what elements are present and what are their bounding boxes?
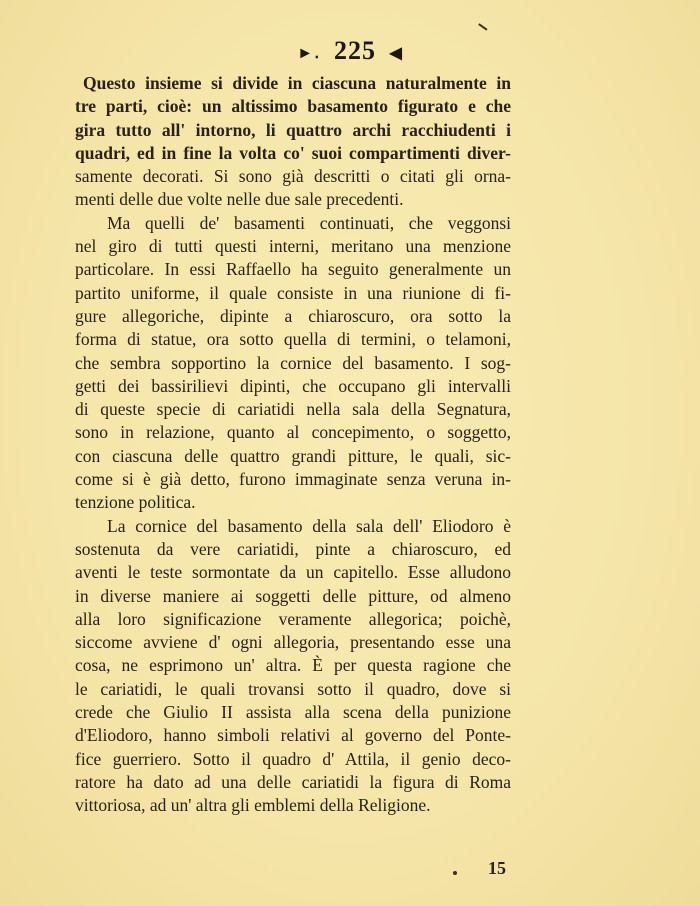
text-line: gure allegoriche, dipinte a chiaroscuro, ora sotto la [75,305,511,326]
text-line: come si è già detto, furono immaginate senza veruna in- [75,469,511,490]
text-line: Questo insieme si divide in ciascuna naturalmente in [83,73,511,93]
right-ornament-icon: ◀ [389,45,403,63]
text-line: cosa, ne esprimono un' altra. È per questa ragione che [75,655,511,676]
text-line: tre parti, cioè: un altissimo basamento figurato e che [75,96,511,117]
text-line: di queste specie di cariatidi nella sala della Segnatura, [75,399,511,420]
text-line: menti delle due volte nelle due sale precedenti. [75,189,404,210]
signature-mark: 15 [488,858,506,878]
text-line: aventi le teste sormontate da un capitello. Esse alludono [75,562,511,583]
paragraph [75,515,511,818]
paragraph [75,165,511,212]
text-line: Ma quelli de' basamenti continuati, che veggonsi [107,212,511,233]
text-line: siccome avviene d' ogni allegoria, presentando esse una [75,632,511,653]
paragraph [75,212,511,515]
text-line: vittoriosa, ad un' altra gli emblemi della Religione. [75,795,431,816]
text-line: sono in relazione, quanto al concepimento, o soggetto, [75,422,511,443]
text-line: nel giro di tutti questi interni, meritano una menzione [75,236,511,257]
text-line: che sembra sopportino la cornice del basamento. I sog- [75,352,511,373]
paragraph [75,72,511,165]
text-line: sostenuta da vere cariatidi, pinte a chiaroscuro, ed [75,538,511,559]
text-line: le cariatidi, le quali trovansi sotto il quadro, dove si [75,678,511,699]
text-line: tenzione politica. [75,492,196,513]
text-line: partito uniforme, il quale consiste in una riunione di fi- [75,282,511,303]
text-line: alla loro significazione veramente allegorica; poichè, [75,608,511,629]
body-text [75,72,511,818]
dot-mark [453,871,457,875]
text-line: in diverse maniere ai soggetti delle pitture, od almeno [75,585,511,606]
text-line: samente decorati. Si sono già descritti o citati gli orna- [75,166,511,187]
text-line: con ciascuna delle quattro grandi pitture, le quali, sic- [75,445,511,466]
text-line: quadri, ed in fine la volta co' suoi compartimenti diver- [75,142,511,163]
text-line: gira tutto all' intorno, li quattro archi racchiudenti i [75,119,511,140]
page-number: 225 [333,36,376,65]
text-line: forma di statue, ora sotto quella di termini, o telamoni, [75,329,511,350]
ink-mark [478,23,487,30]
text-line: ratore ha dato ad una delle cariatidi la figura di Roma [75,771,511,792]
left-ornament-icon: ►․ [297,45,321,63]
text-line: fice guerriero. Sotto il quadro d' Attila, il genio deco- [75,748,511,769]
text-line: d'Eliodoro, hanno simboli relativi al governo del Ponte- [75,725,511,746]
text-line: particolare. In essi Raffaello ha seguito generalmente un [75,259,511,280]
text-line: getti dei bassirilievi dipinti, che occupano gli intervalli [75,375,511,396]
page-header [0,36,700,66]
text-line: La cornice del basamento della sala dell' Eliodoro è [107,515,511,536]
text-line: crede che Giulio II assista alla scena della punizione [75,702,511,723]
